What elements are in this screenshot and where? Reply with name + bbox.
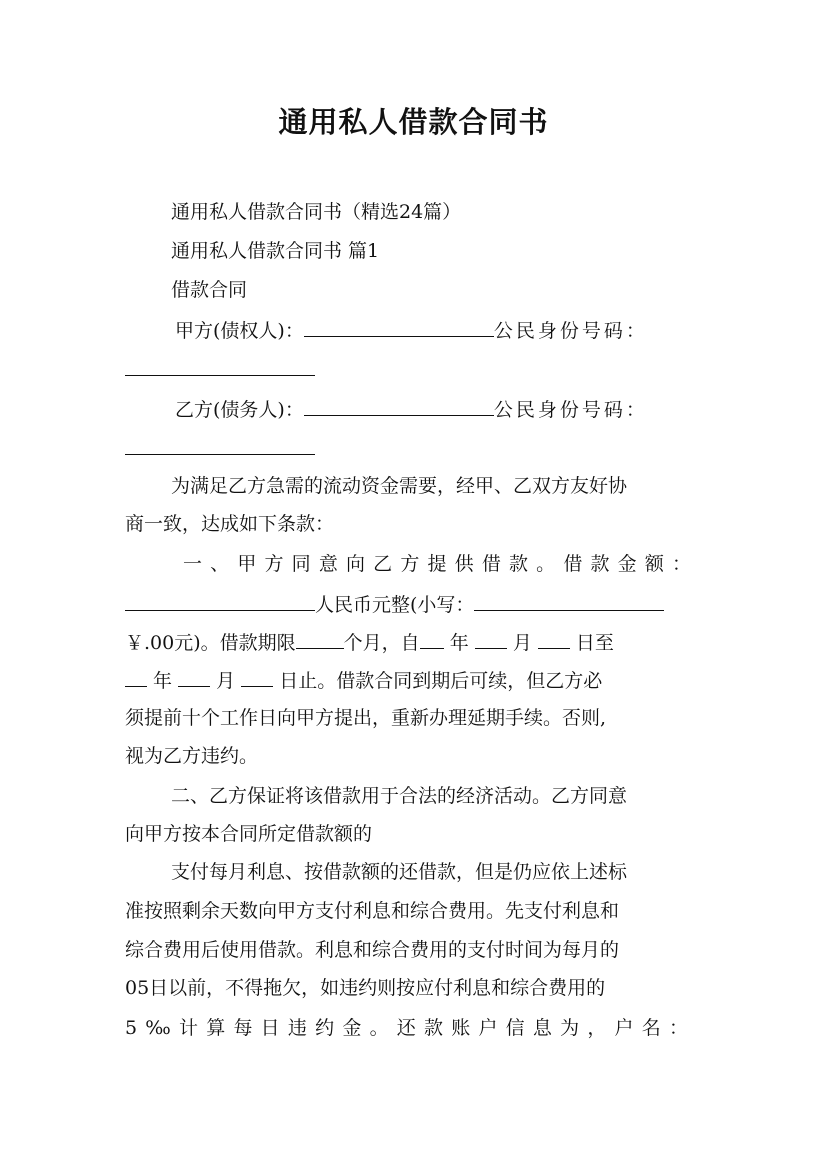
- amount-words-blank: [125, 592, 315, 611]
- end-year-label: 年: [153, 670, 173, 692]
- end-day-text: 日止。借款合同到期后可续，但乙方必: [279, 670, 603, 692]
- start-year-label: 年: [449, 632, 469, 654]
- contract-name: 借款合同: [171, 279, 248, 301]
- clause-2-line-6: 05日以前，不得拖欠，如违约则按应付利息和综合费用的: [125, 977, 606, 999]
- party-a-id-blank-line: [125, 357, 315, 382]
- party-b-id-blank-line: [125, 436, 315, 461]
- start-year-blank: [420, 630, 444, 649]
- clause-1-line-6: 视为乙方违约。: [125, 745, 259, 767]
- amount-digits-blank: [474, 592, 664, 611]
- term-months-blank: [296, 630, 344, 649]
- clause-1-line-3: [125, 630, 614, 655]
- clause-2-line-7: 5‰计算每日违约金。还款账户信息为，户名：: [125, 1017, 688, 1039]
- subtitle-line: 通用私人借款合同书（精选24篇）: [171, 201, 462, 223]
- start-month-blank: [475, 630, 507, 649]
- end-month-blank: [178, 668, 210, 687]
- party-b-id-label: 公民身份号码：: [493, 399, 648, 421]
- clause-1-line-2: [125, 592, 664, 617]
- party-a-label: 甲方(债权人)：: [175, 320, 304, 342]
- clause-1-line-1: 一、甲方同意向乙方提供借款。借款金额：: [183, 553, 691, 575]
- end-day-blank: [241, 668, 273, 687]
- party-b-line: [175, 397, 648, 422]
- party-b-name-blank: [304, 397, 494, 416]
- party-b-id-blank: [125, 436, 315, 455]
- amount-suffix: ￥.00元)。借款期限: [125, 632, 296, 654]
- clause-2-line-3: 支付每月利息、按借款额的还借款，但是仍应依上述标: [171, 861, 628, 883]
- amount-words-label: 人民币元整(小写：: [315, 594, 475, 616]
- party-a-id-blank: [125, 357, 315, 376]
- party-a-name-blank: [304, 318, 494, 337]
- term-from-label: 个月，自: [343, 632, 420, 654]
- clause-2-line-4: 准按照剩余天数向甲方支付利息和综合费用。先支付利息和: [125, 900, 620, 922]
- party-a-id-label: 公民身份号码：: [493, 320, 648, 342]
- end-month-label: 月: [216, 670, 236, 692]
- section-heading: 通用私人借款合同书 篇1: [171, 240, 380, 262]
- end-year-blank: [125, 668, 147, 687]
- start-day-label: 日至: [575, 632, 614, 654]
- start-month-label: 月: [512, 632, 532, 654]
- party-a-line: [175, 318, 648, 343]
- start-day-blank: [538, 630, 570, 649]
- preamble-line-2: 商一致，达成如下条款：: [125, 513, 335, 535]
- clause-2-line-5: 综合费用后使用借款。利息和综合费用的支付时间为每月的: [125, 939, 620, 961]
- party-b-label: 乙方(债务人)：: [175, 399, 304, 421]
- clause-1-line-4: [125, 668, 602, 693]
- preamble-line-1: 为满足乙方急需的流动资金需要，经甲、乙双方友好协: [171, 475, 628, 497]
- clause-1-line-5: 须提前十个工作日向甲方提出，重新办理延期手续。否则,: [125, 707, 607, 729]
- clause-2-line-1: 二、乙方保证将该借款用于合法的经济活动。乙方同意: [171, 785, 628, 807]
- clause-2-line-2: 向甲方按本合同所定借款额的: [125, 823, 373, 845]
- document-title: 通用私人借款合同书: [278, 105, 549, 139]
